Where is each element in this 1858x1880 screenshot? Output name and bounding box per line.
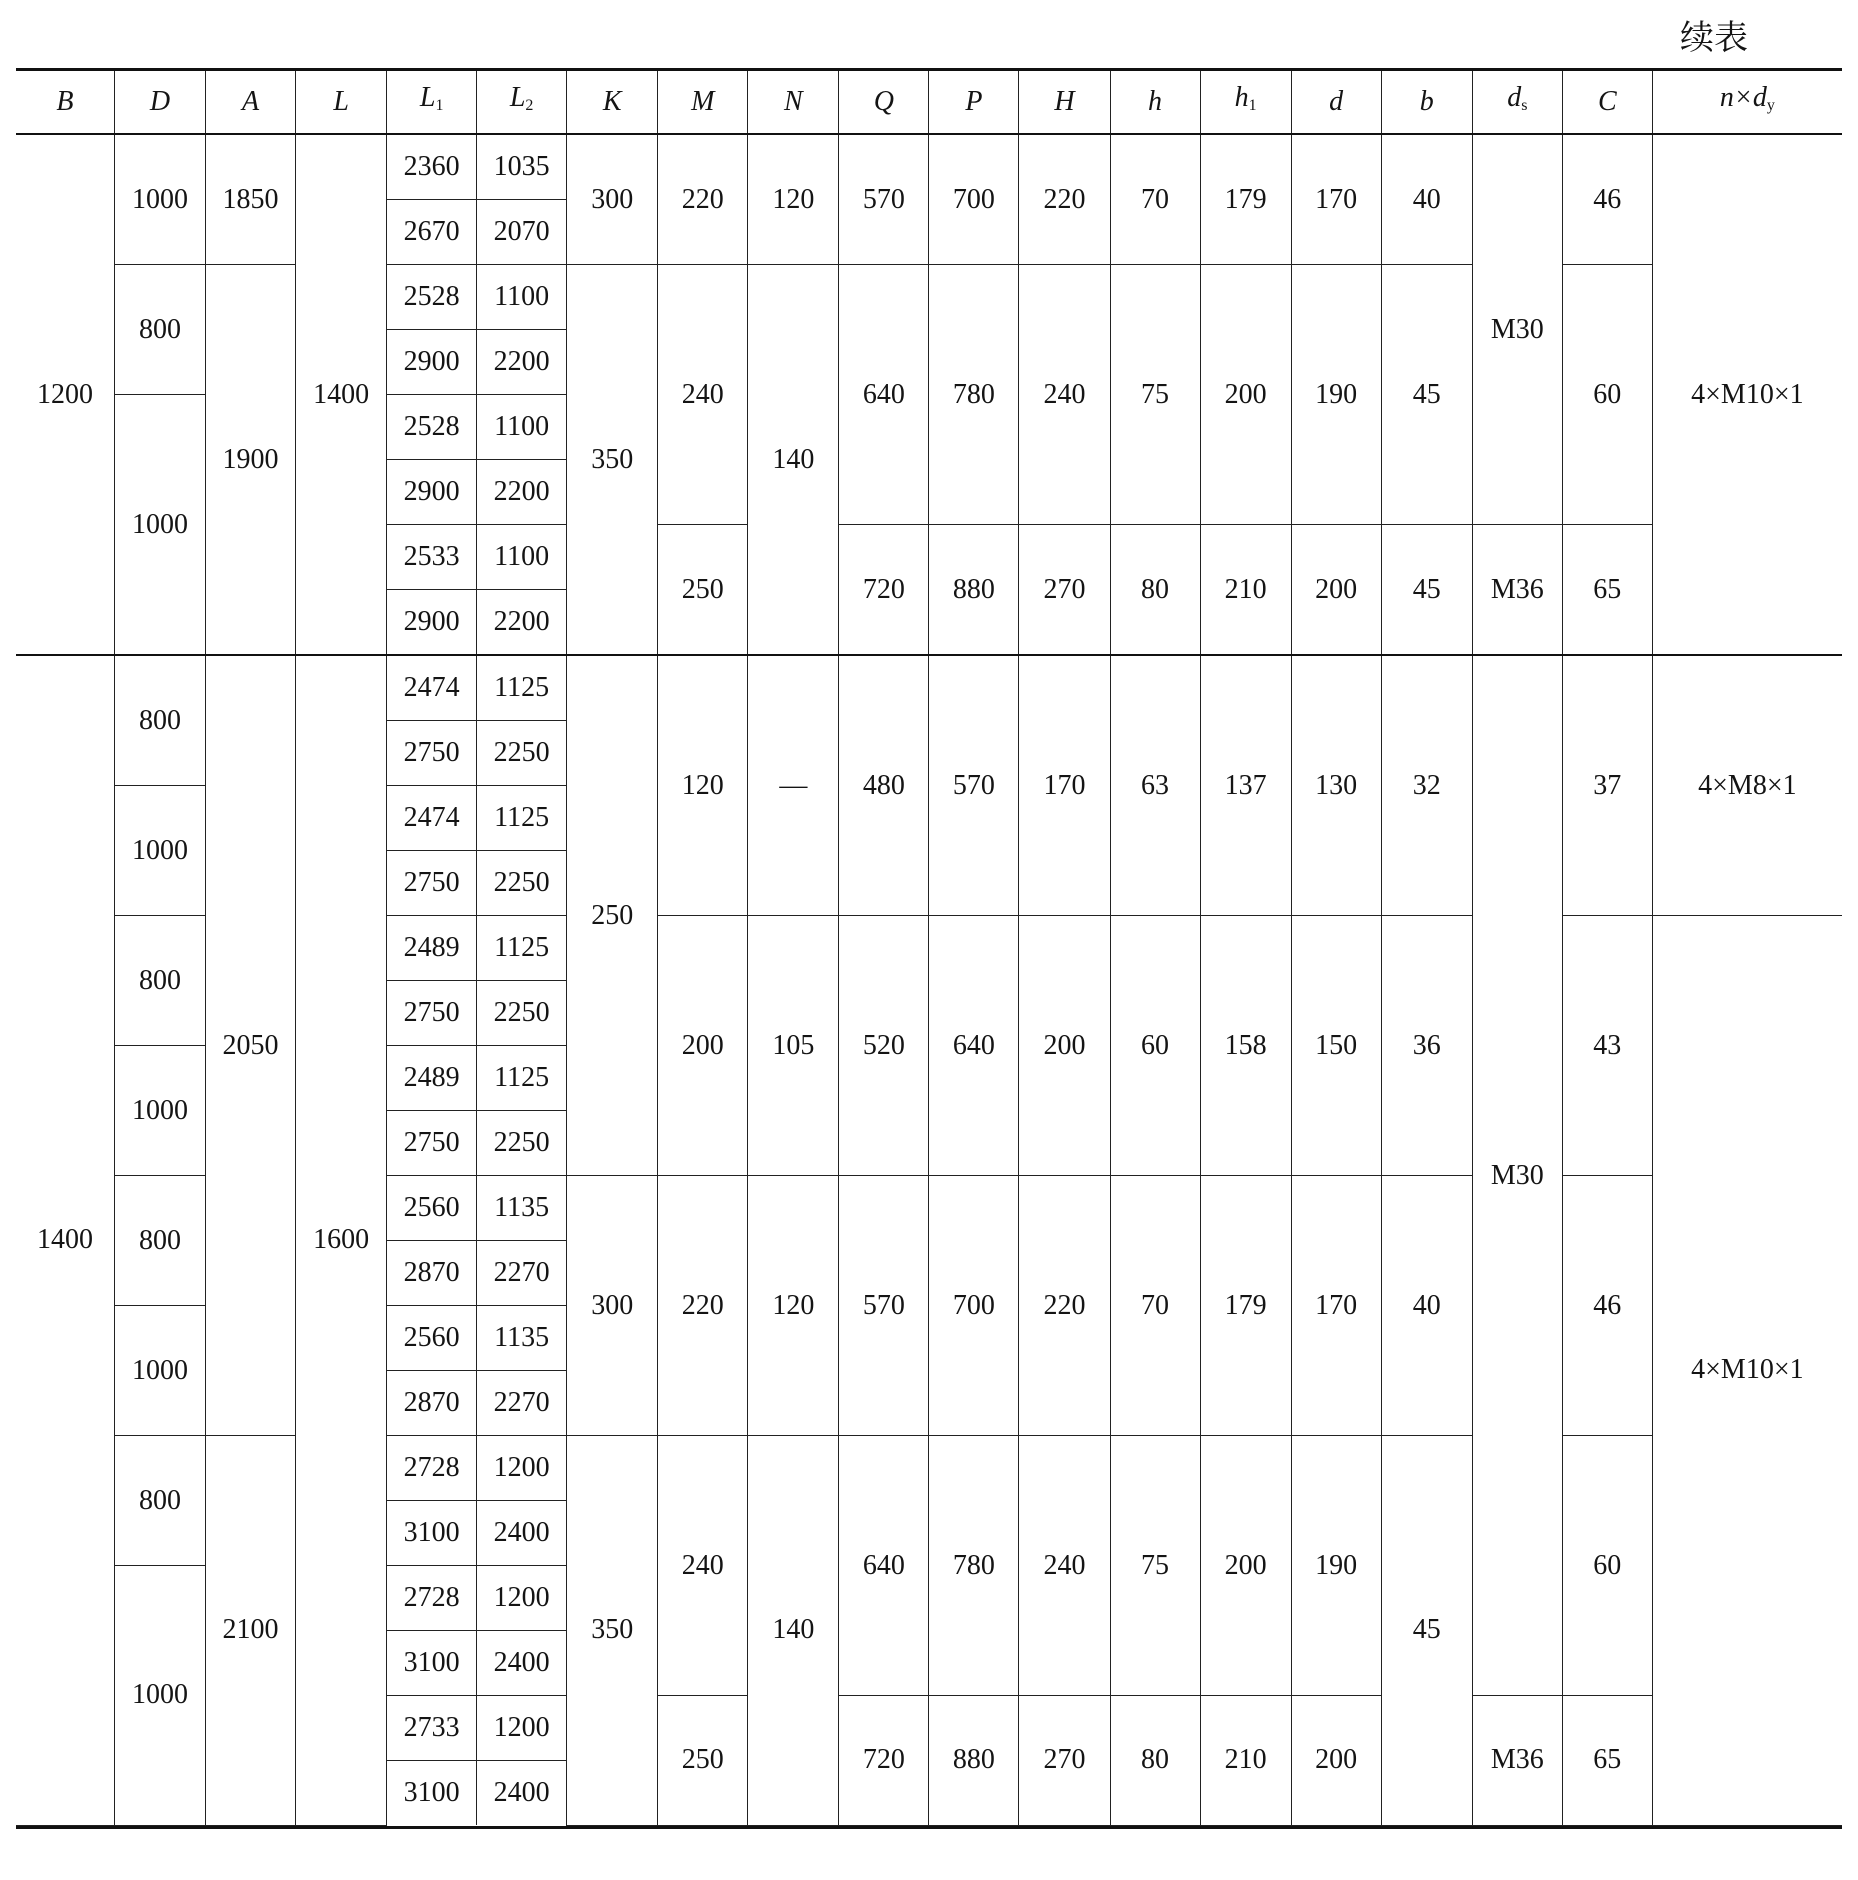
table-cell: 2728 — [387, 1436, 477, 1501]
table-cell: 63 — [1110, 655, 1200, 916]
table-cell: 2360 — [387, 134, 477, 200]
table-cell: 2528 — [387, 395, 477, 460]
column-header-symbol: b — [1419, 86, 1434, 117]
table-cell: 520 — [839, 916, 929, 1176]
column-header-symbol: L — [333, 86, 349, 117]
column-header — [658, 71, 748, 134]
table-cell: 2474 — [387, 655, 477, 721]
table-cell: 2250 — [477, 981, 567, 1046]
spec-table — [16, 71, 1842, 1826]
table-cell: 780 — [929, 1436, 1019, 1696]
table-cell: 1135 — [477, 1176, 567, 1241]
column-header-symbol: L — [509, 82, 526, 113]
table-cell: 1900 — [206, 265, 296, 656]
table-cell: 1125 — [477, 916, 567, 981]
table-cell: 190 — [1291, 265, 1381, 525]
table-cell: 2400 — [477, 1631, 567, 1696]
table-cell: 640 — [839, 1436, 929, 1696]
table-cell: 1600 — [296, 655, 387, 1825]
table-cell: 1000 — [114, 1046, 205, 1176]
column-header-symbol: A — [241, 86, 260, 117]
table-cell: 800 — [114, 916, 205, 1046]
table-cell: 1000 — [114, 786, 205, 916]
table-cell: 2100 — [206, 1436, 296, 1826]
table-cell: 65 — [1562, 525, 1652, 656]
column-header — [1472, 71, 1562, 134]
table-cell: 140 — [748, 265, 839, 656]
table-cell: 170 — [1291, 1176, 1381, 1436]
table-cell: 210 — [1200, 525, 1291, 656]
column-header — [929, 71, 1019, 134]
table-cell: 1000 — [114, 1306, 205, 1436]
column-header-subscript: 2 — [525, 97, 534, 114]
table-cell: 1200 — [16, 134, 114, 655]
table-cell: 120 — [748, 1176, 839, 1436]
table-cell: 2250 — [477, 851, 567, 916]
table-cell: 720 — [839, 525, 929, 656]
table-cell: 2670 — [387, 200, 477, 265]
spec-table-wrapper — [16, 68, 1842, 1829]
table-cell: 200 — [1019, 916, 1110, 1176]
table-cell: 2870 — [387, 1241, 477, 1306]
table-cell: 32 — [1381, 655, 1472, 916]
column-header-subscript: 1 — [1248, 97, 1257, 114]
table-cell: 2489 — [387, 916, 477, 981]
table-cell: 250 — [658, 1696, 748, 1826]
table-cell: 880 — [929, 1696, 1019, 1826]
table-cell: 1125 — [477, 1046, 567, 1111]
table-cell: 190 — [1291, 1436, 1381, 1696]
column-header-symbol: N — [784, 86, 803, 117]
table-row — [16, 265, 1842, 330]
column-header-symbol: Q — [873, 86, 895, 117]
column-header-symbol: H — [1054, 86, 1075, 117]
table-cell: 720 — [839, 1696, 929, 1826]
column-header-symbol: h — [1234, 82, 1249, 113]
table-cell: 150 — [1291, 916, 1381, 1176]
table-cell: 45 — [1381, 265, 1472, 525]
column-header-subscript: 1 — [435, 97, 444, 114]
table-cell: 4×M8×1 — [1652, 655, 1842, 916]
table-cell: 2900 — [387, 590, 477, 656]
table-cell: 640 — [929, 916, 1019, 1176]
table-cell: 80 — [1110, 1696, 1200, 1826]
table-cell: 2728 — [387, 1566, 477, 1631]
table-cell: 105 — [748, 916, 839, 1176]
column-header — [748, 71, 839, 134]
table-cell: 1000 — [114, 395, 205, 656]
column-header-subscript: y — [1766, 97, 1775, 114]
column-header-symbol: h — [1148, 86, 1163, 117]
table-cell: 800 — [114, 265, 205, 395]
table-cell: 179 — [1200, 1176, 1291, 1436]
table-cell: 2200 — [477, 330, 567, 395]
table-cell: 2750 — [387, 851, 477, 916]
table-row — [16, 1436, 1842, 1501]
table-cell: 45 — [1381, 1436, 1472, 1826]
column-header — [16, 71, 114, 134]
table-cell: 780 — [929, 265, 1019, 525]
table-caption: 续表 — [1680, 18, 1748, 58]
table-cell: 2474 — [387, 786, 477, 851]
table-cell: 2533 — [387, 525, 477, 590]
column-header — [387, 71, 477, 134]
table-cell: 640 — [839, 265, 929, 525]
table-cell: 200 — [1200, 265, 1291, 525]
table-cell: 1135 — [477, 1306, 567, 1371]
table-cell: 350 — [567, 1436, 658, 1826]
table-cell: 3100 — [387, 1631, 477, 1696]
table-cell: 70 — [1110, 1176, 1200, 1436]
table-cell: 40 — [1381, 1176, 1472, 1436]
table-cell: 60 — [1110, 916, 1200, 1176]
table-cell: 3100 — [387, 1761, 477, 1826]
table-cell: 2900 — [387, 330, 477, 395]
table-cell: 40 — [1381, 134, 1472, 265]
table-row — [16, 655, 1842, 721]
table-cell: 570 — [839, 1176, 929, 1436]
table-cell: 2270 — [477, 1371, 567, 1436]
column-header-symbol: L — [419, 82, 436, 113]
table-cell: 270 — [1019, 1696, 1110, 1826]
column-header — [296, 71, 387, 134]
table-cell: 220 — [658, 1176, 748, 1436]
column-header-symbol: B — [56, 86, 74, 117]
table-cell: 240 — [658, 1436, 748, 1696]
table-cell: 1125 — [477, 786, 567, 851]
column-header-symbol: K — [602, 86, 622, 117]
table-body — [16, 134, 1842, 1825]
table-cell: 2400 — [477, 1761, 567, 1826]
table-cell: 1200 — [477, 1696, 567, 1761]
table-cell: 37 — [1562, 655, 1652, 916]
header-row — [16, 71, 1842, 134]
table-cell: 2050 — [206, 655, 296, 1436]
column-header — [1381, 71, 1472, 134]
table-cell: 1100 — [477, 395, 567, 460]
table-cell: 700 — [929, 134, 1019, 265]
table-cell: 170 — [1019, 655, 1110, 916]
table-cell: 75 — [1110, 1436, 1200, 1696]
table-cell: 4×M10×1 — [1652, 134, 1842, 655]
table-cell: 800 — [114, 655, 205, 786]
table-cell: M36 — [1472, 525, 1562, 656]
table-cell: 158 — [1200, 916, 1291, 1176]
table-cell: 2528 — [387, 265, 477, 330]
column-header — [477, 71, 567, 134]
table-cell: 250 — [567, 655, 658, 1176]
table-cell: 60 — [1562, 1436, 1652, 1696]
column-header — [1019, 71, 1110, 134]
table-cell: 3100 — [387, 1501, 477, 1566]
table-cell: 1035 — [477, 134, 567, 200]
column-header-symbol: C — [1597, 86, 1617, 117]
column-header — [114, 71, 205, 134]
table-cell: 1125 — [477, 655, 567, 721]
table-cell: 2750 — [387, 981, 477, 1046]
table-cell: — — [748, 655, 839, 916]
table-cell: 570 — [839, 134, 929, 265]
table-cell: M36 — [1472, 1696, 1562, 1826]
table-cell: 1000 — [114, 1566, 205, 1826]
table-cell: 1400 — [296, 134, 387, 655]
table-cell: 2750 — [387, 1111, 477, 1176]
table-cell: 2070 — [477, 200, 567, 265]
table-cell: 1400 — [16, 655, 114, 1825]
table-cell: 270 — [1019, 525, 1110, 656]
table-cell: 2250 — [477, 721, 567, 786]
table-cell: 300 — [567, 134, 658, 265]
table-cell: 1200 — [477, 1436, 567, 1501]
column-header — [567, 71, 658, 134]
column-header-symbol: n×d — [1719, 82, 1767, 113]
table-cell: 43 — [1562, 916, 1652, 1176]
table-cell: 200 — [1200, 1436, 1291, 1696]
table-cell: 250 — [658, 525, 748, 656]
table-cell: 700 — [929, 1176, 1019, 1436]
column-header — [206, 71, 296, 134]
table-cell: 45 — [1381, 525, 1472, 656]
table-cell: 2400 — [477, 1501, 567, 1566]
table-cell: 120 — [658, 655, 748, 916]
table-cell: 1100 — [477, 265, 567, 330]
column-header — [1200, 71, 1291, 134]
table-cell: 300 — [567, 1176, 658, 1436]
table-cell: M30 — [1472, 134, 1562, 525]
table-cell: 2900 — [387, 460, 477, 525]
table-cell: 480 — [839, 655, 929, 916]
table-cell: 570 — [929, 655, 1019, 916]
column-header — [1110, 71, 1200, 134]
table-cell: 2200 — [477, 590, 567, 656]
table-cell: 350 — [567, 265, 658, 656]
table-cell: 2560 — [387, 1306, 477, 1371]
table-cell: 140 — [748, 1436, 839, 1826]
table-cell: 800 — [114, 1176, 205, 1306]
table-cell: 210 — [1200, 1696, 1291, 1826]
table-cell: 1200 — [477, 1566, 567, 1631]
table-cell: 1000 — [114, 134, 205, 265]
table-cell: 800 — [114, 1436, 205, 1566]
table-cell: 137 — [1200, 655, 1291, 916]
table-cell: 130 — [1291, 655, 1381, 916]
table-cell: 75 — [1110, 265, 1200, 525]
table-cell: 240 — [1019, 265, 1110, 525]
table-cell: 1100 — [477, 525, 567, 590]
table-cell: 220 — [1019, 1176, 1110, 1436]
table-cell: 220 — [1019, 134, 1110, 265]
table-cell: 70 — [1110, 134, 1200, 265]
table-header — [16, 71, 1842, 134]
column-header-subscript: s — [1521, 97, 1528, 114]
table-cell: 46 — [1562, 134, 1652, 265]
table-cell: M30 — [1472, 655, 1562, 1696]
table-cell: 2733 — [387, 1696, 477, 1761]
table-row — [16, 134, 1842, 200]
table-cell: 240 — [658, 265, 748, 525]
column-header-symbol: d — [1329, 86, 1344, 117]
column-header-symbol: d — [1507, 82, 1522, 113]
column-header-symbol: D — [149, 86, 171, 117]
column-header — [1291, 71, 1381, 134]
table-cell: 200 — [1291, 525, 1381, 656]
column-header — [1652, 71, 1842, 134]
table-cell: 60 — [1562, 265, 1652, 525]
table-cell: 2560 — [387, 1176, 477, 1241]
table-cell: 120 — [748, 134, 839, 265]
table-cell: 880 — [929, 525, 1019, 656]
table-cell: 2489 — [387, 1046, 477, 1111]
column-header-symbol: M — [691, 86, 715, 117]
table-cell: 65 — [1562, 1696, 1652, 1826]
column-header — [839, 71, 929, 134]
table-cell: 2200 — [477, 460, 567, 525]
table-cell: 46 — [1562, 1176, 1652, 1436]
table-cell: 2750 — [387, 721, 477, 786]
table-cell: 2250 — [477, 1111, 567, 1176]
table-cell: 200 — [1291, 1696, 1381, 1826]
table-cell: 170 — [1291, 134, 1381, 265]
table-cell: 220 — [658, 134, 748, 265]
column-header-symbol: P — [965, 86, 983, 117]
table-cell: 80 — [1110, 525, 1200, 656]
table-cell: 200 — [658, 916, 748, 1176]
table-cell: 2270 — [477, 1241, 567, 1306]
table-cell: 179 — [1200, 134, 1291, 265]
table-cell: 36 — [1381, 916, 1472, 1176]
table-cell: 2870 — [387, 1371, 477, 1436]
table-cell: 4×M10×1 — [1652, 916, 1842, 1826]
table-cell: 1850 — [206, 134, 296, 265]
table-cell: 240 — [1019, 1436, 1110, 1696]
column-header — [1562, 71, 1652, 134]
